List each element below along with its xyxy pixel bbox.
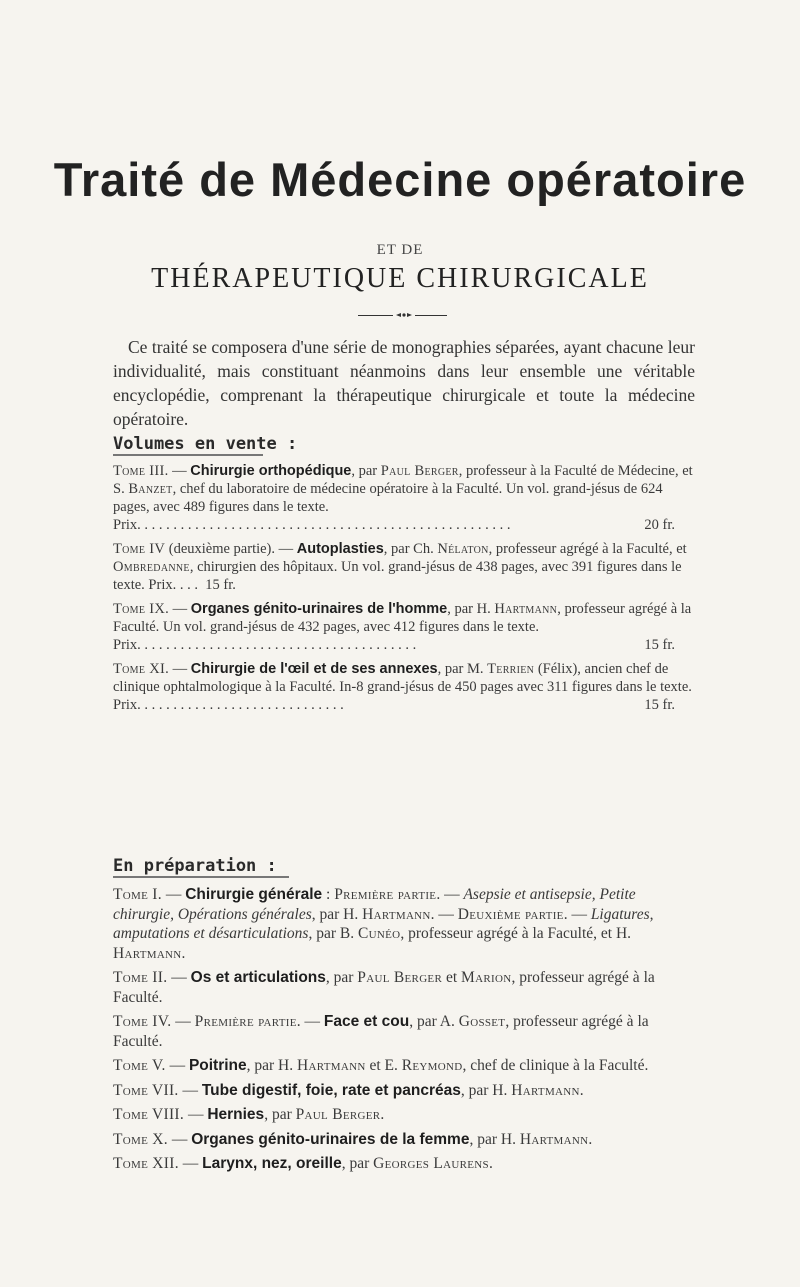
author-name: Paul Berger — [357, 969, 443, 986]
volume-title: Poitrine — [188, 1057, 247, 1074]
tome-number: Tome III. — [113, 463, 169, 479]
list-item: Tome XI. — Chirurgie de l'œil et de ses annexes, par M. Terrien (Félix), ancien chef de clinique ophtalmologique à la Faculté. In-8 grand-jésus de 450 pages avec 311 figures dans le texte. Prix . . . . . . . . . . . . . . . . . . . . . . . . . . . . . 15 fr. — [113, 661, 692, 713]
author-name: Hartmann — [113, 944, 182, 962]
page-subtitle: THÉRAPEUTIQUE CHIRURGICALE — [151, 263, 649, 294]
price-line: Prix . . . . . . . . . . . . . . . . . . . . . . . . . . . . . 15 fr. — [113, 696, 693, 714]
price-line: Prix . . . . . . . . . . . . . . . . . . . . . . . . . . . . . . . . . . . . . . . . . . . . . . . . . . . . 20 fr. — [113, 516, 693, 534]
part-label: Deuxième partie — [457, 905, 564, 923]
list-item: Tome IV (deuxième partie). — Autoplasties, par Ch. Nélaton, professeur agrégé à la Faculté, et Ombredanne, chirurgien des hôpitaux. Un vol. grand-jésus de 438 pages, avec 391 figures dans le texte. Prix. . . . 15 fr. — [113, 541, 687, 593]
part-subjects: Asepsie et antisepsie, Petite chirurgie, Opérations générales — [113, 886, 636, 923]
tome-number: Tome XII. — [113, 1155, 179, 1172]
volume-title: Organes génito-urinaires de la femme — [191, 1130, 470, 1148]
author-name: Ombredanne — [113, 559, 190, 575]
author-name: Marion — [461, 969, 512, 986]
volume-title: Larynx, nez, oreille — [202, 1155, 342, 1172]
price: 15 fr. — [644, 697, 675, 713]
volume-title: Hernies — [207, 1106, 265, 1123]
section-heading-volumes-en-vente: Volumes en vente : — [113, 434, 298, 454]
list-item: Tome XII. — Larynx, nez, oreille, par Georges Laurens. — [113, 1155, 493, 1172]
tome-number: Tome IV. — [113, 1013, 172, 1030]
price: 15 fr. — [205, 577, 236, 593]
tome-number: Tome II. — [113, 969, 168, 986]
author-name: Gosset — [458, 1013, 506, 1030]
tome-number: Tome XI. — [113, 661, 170, 677]
ornament-icon — [393, 311, 415, 319]
volume-title: Tube digestif, foie, rate et pancréas — [201, 1081, 461, 1099]
author-name: Hartmann — [511, 1081, 580, 1099]
heading-underline — [113, 454, 263, 456]
page-title: Traité de Médecine opératoire — [53, 153, 747, 206]
list-item: Tome IV. — Première partie. — Face et cou, par A. Gosset, professeur agrégé à la Faculté. — [113, 1013, 649, 1050]
author-name: Hartmann — [362, 905, 431, 923]
volume-title: Os et articulations — [190, 969, 326, 986]
tome-number: Tome V. — [113, 1057, 166, 1074]
heading-underline — [113, 876, 289, 878]
volume-title: Chirurgie générale — [185, 886, 323, 903]
volume-title: Face et cou — [323, 1013, 410, 1030]
author-name: Reymond — [401, 1057, 463, 1074]
tome-number: Tome X. — [113, 1130, 168, 1148]
tome-number: Tome I. — [113, 886, 162, 903]
author-name: Banzet — [128, 481, 173, 497]
author-name: Hartmann — [519, 1130, 589, 1148]
tome-number: Tome IX. — [113, 601, 170, 617]
volume-title: Chirurgie de l'œil et de ses annexes — [190, 661, 438, 677]
list-item: Tome VIII. — Hernies, par Paul Berger. — [113, 1106, 385, 1123]
tome-number: Tome VII. — [113, 1081, 179, 1099]
list-item: Tome VII. — Tube digestif, foie, rate et pancréas, par H. Hartmann. — [113, 1081, 584, 1099]
intro-paragraph: Ce traité se composera d'une série de monographies séparées, ayant chacune leur individualité, mais constituant néanmoins dans leur ensemble une véritable encyclopédie, comprenant la thérapeutique chirurgicale et toute la médecine opératoire. — [113, 337, 695, 429]
tome-number: Tome VIII. — [113, 1106, 185, 1123]
list-item: Tome II. — Os et articulations, par Paul Berger et Marion, professeur agrégé à la Faculté. — [113, 969, 655, 1006]
author-name: Cunéo — [357, 925, 401, 942]
author-name: Terrien — [487, 661, 535, 677]
tome-number: Tome IV — [113, 541, 166, 557]
part-label: Première partie — [194, 1013, 297, 1030]
volumes-en-vente-list — [113, 462, 693, 720]
list-item: Tome III. — Chirurgie orthopédique, par Paul Berger, professeur à la Faculté de Médecine, et S. Banzet, chef du laboratoire de médecine opératoire à la Faculté. Un vol. grand-jésus de 624 pages, avec 489 figures dans le texte. Prix . . . . . . . . . . . . . . . . . . . . . . . . . . . . . . . . . . . . . . . . . . . . . . . . . . . . 20 fr. — [113, 463, 693, 533]
list-item: Tome IX. — Organes génito-urinaires de l'homme, par H. Hartmann, professeur agrégé à la Faculté. Un vol. grand-jésus de 432 pages, avec 412 figures dans le texte. Prix . . . . . . . . . . . . . . . . . . . . . . . . . . . . . . . . . . . . . . . 15 fr. — [113, 601, 692, 653]
price-line: Prix . . . . . . . . . . . . . . . . . . . . . . . . . . . . . . . . . . . . . . . 15 fr. — [113, 636, 693, 654]
en-preparation-list — [113, 885, 693, 1179]
section-heading-en-preparation: En préparation : — [113, 856, 277, 876]
list-item: Tome V. — Poitrine, par H. Hartmann et E. Reymond, chef de clinique à la Faculté. — [113, 1057, 649, 1074]
price: 15 fr. — [644, 637, 675, 653]
list-item: Tome I. — Chirurgie générale : Première partie. — Asepsie et antisepsie, Petite chirurgie, Opérations générales, par H. Hartmann. — Deuxième partie. — Ligatures, amputations et désarticulations, par B. Cunéo, professeur agrégé à la Faculté, et H. Hartmann. — [113, 886, 654, 962]
volume-title: Autoplasties — [296, 541, 384, 557]
author-name: Paul Berger — [295, 1106, 381, 1123]
author-name: Georges Laurens — [373, 1155, 489, 1172]
part-label: Première partie — [334, 886, 437, 903]
list-item: Tome X. — Organes génito-urinaires de la femme, par H. Hartmann. — [113, 1130, 593, 1148]
author-name: Paul Berger — [380, 463, 459, 479]
et-de-line: ET DE — [376, 242, 424, 258]
author-name: Hartmann — [494, 601, 558, 617]
volume-title: Chirurgie orthopédique — [190, 463, 352, 479]
price: 20 fr. — [644, 517, 675, 533]
author-name: Nélaton — [437, 541, 489, 557]
part-subjects: Ligatures, amputations et désarticulations — [113, 905, 654, 942]
volume-title: Organes génito-urinaires de l'homme — [190, 601, 448, 617]
author-name: Hartmann — [297, 1057, 366, 1074]
